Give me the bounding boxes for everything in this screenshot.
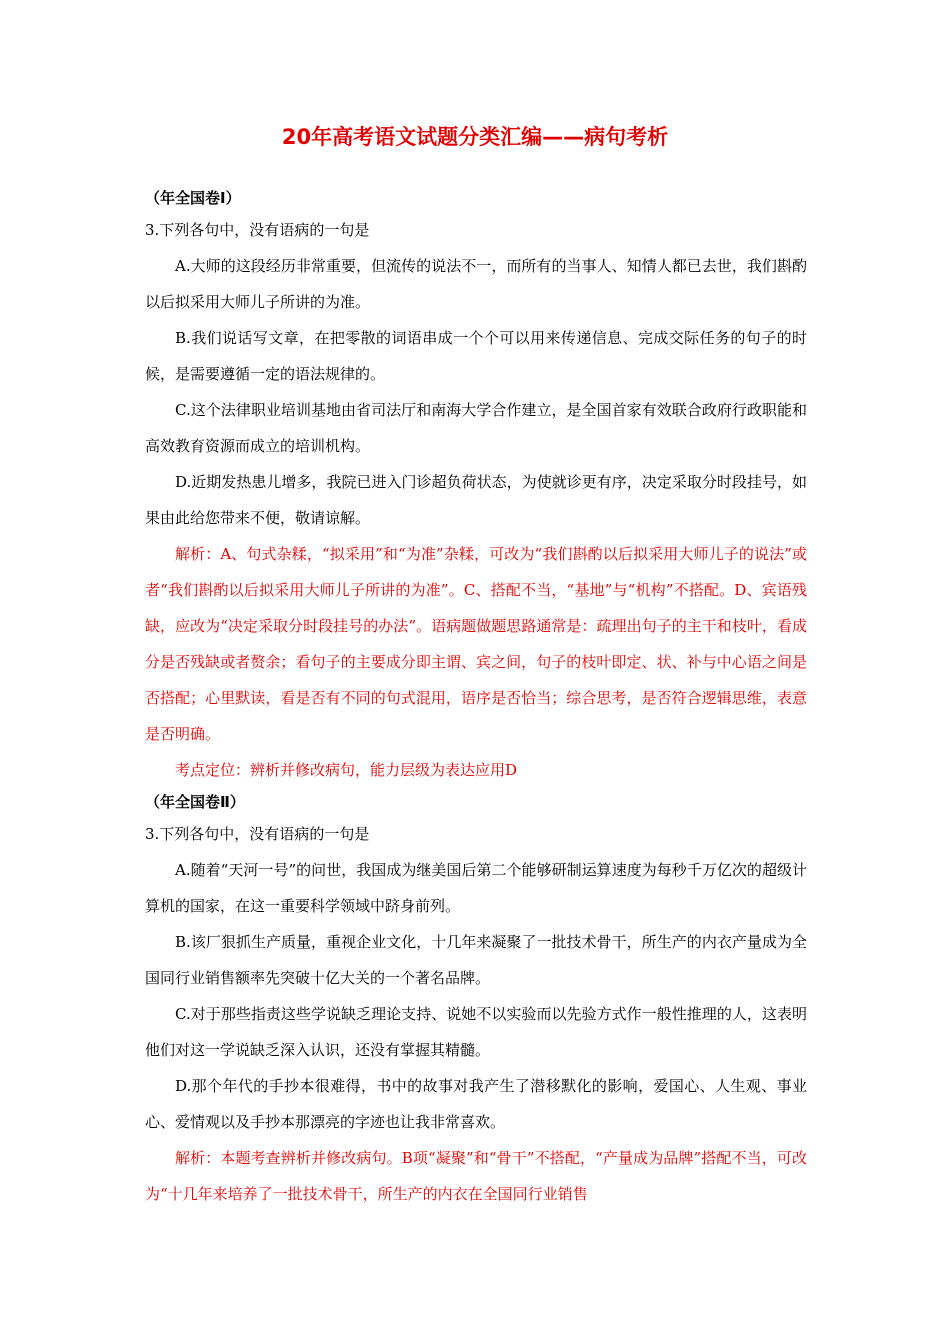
document-title: 20年高考语文试题分类汇编——病句考析 [281,125,669,149]
option-b: B.我们说话写文章，在把零散的词语串成一个个可以用来传递信息、完成交际任务的句子的时候，是需要遵循一定的语法规律的。 [145,329,807,383]
question-stem: 3.下列各句中，没有语病的一句是 [145,221,370,239]
question-stem: 3.下列各句中，没有语病的一句是 [145,825,370,843]
analysis-text: 解析：A、句式杂糅，“拟采用”和“为准”杂糅，可改为“我们斟酌以后拟采用大师儿子的说法”或者“我们斟酌以后拟采用大师儿子所讲的为准”。C、搭配不当，“基地”与“机构”不搭配。D、宾语残缺，应改为“决定采取分时段挂号的办法”。语病题做题思路通常是：疏理出句子的主干和枝叶，看成分是否残缺或者赘余；看句子的主要成分即主谓、宾之间，句子的枝叶即定、状、补与中心语之间是否搭配；心里默读，看是否有不同的句式混用，语序是否恰当；综合思考，是否符合逻辑思维，表意是否明确。 [145,545,807,743]
option-a: A.随着“天河一号”的问世，我国成为继美国后第二个能够研制运算速度为每秒千万亿次的超级计算机的国家，在这一重要科学领域中跻身前列。 [145,861,807,915]
point-location: 考点定位：辨析并修改病句，能力层级为表达应用D [175,761,518,779]
option-c: C.这个法律职业培训基地由省司法厅和南海大学合作建立，是全国首家有效联合政府行政职能和高效教育资源而成立的培训机构。 [145,401,807,455]
option-d: D.那个年代的手抄本很难得，书中的故事对我产生了潜移默化的影响，爱国心、人生观、事业心、爱情观以及手抄本那漂亮的字迹也让我非常喜欢。 [145,1077,807,1131]
option-c: C.对于那些指责这些学说缺乏理论支持、说她不以实验而以先验方式作一般性推理的人，这表明他们对这一学说缺乏深入认识，还没有掌握其精髓。 [145,1005,807,1059]
option-d: D.近期发热患儿增多，我院已进入门诊超负荷状态，为使就诊更有序，决定采取分时段挂号，如果由此给您带来不便，敬请谅解。 [145,473,807,527]
analysis-text: 解析：本题考查辨析并修改病句。B项“凝聚”和“骨干”不搭配，“产量成为品牌”搭配不当，可改为“十几年来培养了一批技术骨干，所生产的内衣在全国同行业销售 [145,1149,807,1203]
option-a: A.大师的这段经历非常重要，但流传的说法不一，而所有的当事人、知情人都已去世，我们斟酌以后拟采用大师儿子所讲的为准。 [145,257,807,311]
section-heading-national-2: （年全国卷Ⅱ） [145,793,245,811]
option-b: B.该厂狠抓生产质量，重视企业文化，十几年来凝聚了一批技术骨干，所生产的内衣产量成为全国同行业销售额率先突破十亿大关的一个著名品牌。 [145,933,807,987]
section-heading-national-1: （年全国卷Ⅰ） [145,189,241,207]
document-body [145,184,807,1212]
